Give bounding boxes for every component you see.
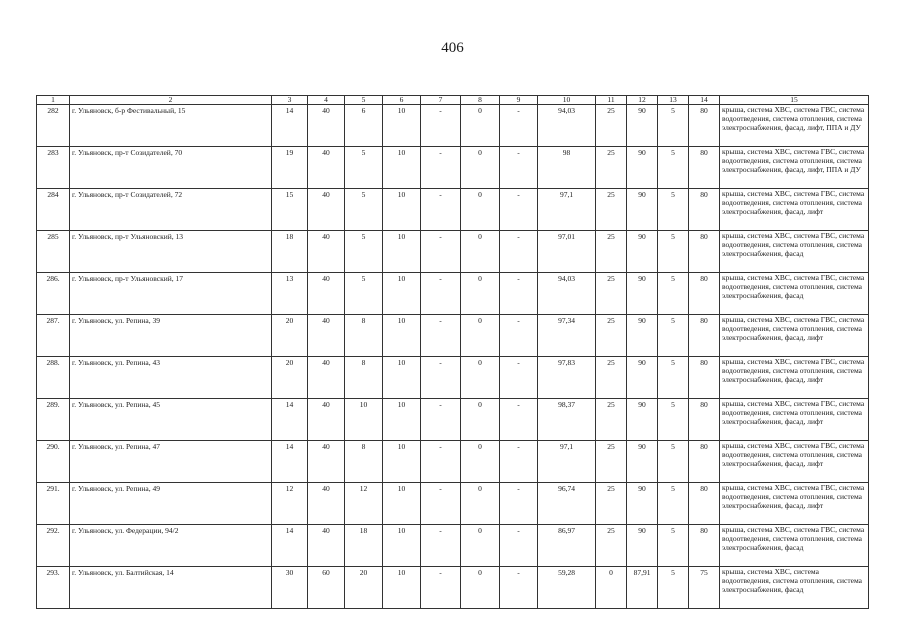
- works-list: крыша, система ХВС, система водоотведения, система отопления, система электроснабжения, фасад: [720, 567, 869, 609]
- table-row: [37, 231, 869, 273]
- column-header: 10: [538, 96, 596, 105]
- col-7: -: [421, 357, 461, 399]
- col-4: 40: [308, 273, 345, 315]
- col-12: 90: [627, 231, 658, 273]
- row-number: 293.: [37, 567, 70, 609]
- row-number: 290.: [37, 441, 70, 483]
- col-7: -: [421, 315, 461, 357]
- col-8: 0: [461, 105, 500, 147]
- column-header: 2: [70, 96, 272, 105]
- row-number: 284: [37, 189, 70, 231]
- col-9: -: [500, 105, 538, 147]
- col-14: 80: [689, 273, 720, 315]
- col-14: 80: [689, 147, 720, 189]
- col-4: 40: [308, 189, 345, 231]
- col-9: -: [500, 567, 538, 609]
- col-11: 25: [596, 231, 627, 273]
- col-6: 10: [383, 315, 421, 357]
- col-9: -: [500, 189, 538, 231]
- col-9: -: [500, 441, 538, 483]
- row-number: 283: [37, 147, 70, 189]
- col-5: 5: [345, 231, 383, 273]
- works-list: крыша, система ХВС, система ГВС, система водоотведения, система отопления, система электроснабжения, фасад, лифт: [720, 483, 869, 525]
- col-10: 97,1: [538, 441, 596, 483]
- col-11: 25: [596, 483, 627, 525]
- col-14: 80: [689, 483, 720, 525]
- col-10: 96,74: [538, 483, 596, 525]
- col-8: 0: [461, 357, 500, 399]
- page-number: 406: [441, 40, 464, 56]
- col-4: 40: [308, 105, 345, 147]
- row-number: 292.: [37, 525, 70, 567]
- col-14: 80: [689, 315, 720, 357]
- col-7: -: [421, 525, 461, 567]
- col-5: 18: [345, 525, 383, 567]
- col-5: 8: [345, 441, 383, 483]
- col-8: 0: [461, 525, 500, 567]
- row-number: 288.: [37, 357, 70, 399]
- col-8: 0: [461, 147, 500, 189]
- col-9: -: [500, 357, 538, 399]
- col-10: 97,34: [538, 315, 596, 357]
- col-3: 19: [272, 147, 308, 189]
- column-header: 3: [272, 96, 308, 105]
- column-header: 11: [596, 96, 627, 105]
- col-14: 80: [689, 525, 720, 567]
- table-row: [37, 273, 869, 315]
- works-list: крыша, система ХВС, система ГВС, система водоотведения, система отопления, система электроснабжения, фасад, лифт: [720, 441, 869, 483]
- col-14: 80: [689, 399, 720, 441]
- address: г. Ульяновск, ул. Балтийская, 14: [70, 567, 272, 609]
- col-6: 10: [383, 189, 421, 231]
- column-header: 8: [461, 96, 500, 105]
- col-8: 0: [461, 399, 500, 441]
- col-3: 14: [272, 399, 308, 441]
- col-3: 14: [272, 441, 308, 483]
- col-11: 25: [596, 273, 627, 315]
- col-12: 90: [627, 315, 658, 357]
- row-number: 286.: [37, 273, 70, 315]
- works-list: крыша, система ХВС, система ГВС, система водоотведения, система отопления, система электроснабжения, фасад, лифт, ППА и ДУ: [720, 105, 869, 147]
- col-12: 90: [627, 357, 658, 399]
- col-13: 5: [658, 147, 689, 189]
- col-8: 0: [461, 567, 500, 609]
- col-6: 10: [383, 399, 421, 441]
- col-7: -: [421, 441, 461, 483]
- col-7: -: [421, 189, 461, 231]
- table-row: [37, 483, 869, 525]
- col-13: 5: [658, 441, 689, 483]
- col-11: 25: [596, 147, 627, 189]
- col-12: 90: [627, 483, 658, 525]
- col-10: 59,28: [538, 567, 596, 609]
- col-7: -: [421, 105, 461, 147]
- col-3: 12: [272, 483, 308, 525]
- col-14: 75: [689, 567, 720, 609]
- table-row: [37, 147, 869, 189]
- table-row: [37, 357, 869, 399]
- col-9: -: [500, 147, 538, 189]
- col-9: -: [500, 483, 538, 525]
- col-7: -: [421, 483, 461, 525]
- col-10: 97,83: [538, 357, 596, 399]
- col-13: 5: [658, 567, 689, 609]
- col-13: 5: [658, 399, 689, 441]
- col-11: 25: [596, 357, 627, 399]
- col-9: -: [500, 231, 538, 273]
- col-12: 87,91: [627, 567, 658, 609]
- table-row: [37, 105, 869, 147]
- address: г. Ульяновск, пр-т Созидателей, 70: [70, 147, 272, 189]
- table-row: [37, 441, 869, 483]
- col-6: 10: [383, 357, 421, 399]
- address: г. Ульяновск, пр-т Ульяновский, 17: [70, 273, 272, 315]
- header-row: [37, 96, 869, 105]
- col-7: -: [421, 399, 461, 441]
- col-7: -: [421, 147, 461, 189]
- col-13: 5: [658, 189, 689, 231]
- col-3: 20: [272, 315, 308, 357]
- col-11: 25: [596, 525, 627, 567]
- col-9: -: [500, 399, 538, 441]
- col-8: 0: [461, 441, 500, 483]
- col-14: 80: [689, 105, 720, 147]
- col-6: 10: [383, 525, 421, 567]
- col-4: 40: [308, 525, 345, 567]
- col-4: 40: [308, 147, 345, 189]
- row-number: 289.: [37, 399, 70, 441]
- col-4: 40: [308, 483, 345, 525]
- col-12: 90: [627, 147, 658, 189]
- address: г. Ульяновск, ул. Репина, 47: [70, 441, 272, 483]
- column-header: 13: [658, 96, 689, 105]
- col-10: 97,01: [538, 231, 596, 273]
- col-10: 98,37: [538, 399, 596, 441]
- column-header: 14: [689, 96, 720, 105]
- column-header: 9: [500, 96, 538, 105]
- table-row: [37, 567, 869, 609]
- col-6: 10: [383, 567, 421, 609]
- column-header: 1: [37, 96, 70, 105]
- works-list: крыша, система ХВС, система ГВС, система водоотведения, система отопления, система электроснабжения, фасад: [720, 231, 869, 273]
- col-10: 98: [538, 147, 596, 189]
- col-10: 94,03: [538, 105, 596, 147]
- table-row: [37, 525, 869, 567]
- col-6: 10: [383, 231, 421, 273]
- col-11: 25: [596, 441, 627, 483]
- col-12: 90: [627, 525, 658, 567]
- col-8: 0: [461, 273, 500, 315]
- col-9: -: [500, 525, 538, 567]
- col-8: 0: [461, 483, 500, 525]
- address: г. Ульяновск, ул. Репина, 43: [70, 357, 272, 399]
- row-number: 285: [37, 231, 70, 273]
- col-11: 0: [596, 567, 627, 609]
- col-4: 40: [308, 441, 345, 483]
- col-5: 20: [345, 567, 383, 609]
- address: г. Ульяновск, б-р Фестивальный, 15: [70, 105, 272, 147]
- col-4: 40: [308, 315, 345, 357]
- col-11: 25: [596, 105, 627, 147]
- column-header: 5: [345, 96, 383, 105]
- works-list: крыша, система ХВС, система ГВС, система водоотведения, система отопления, система электроснабжения, фасад, лифт: [720, 189, 869, 231]
- works-list: крыша, система ХВС, система ГВС, система водоотведения, система отопления, система электроснабжения, фасад: [720, 273, 869, 315]
- col-14: 80: [689, 231, 720, 273]
- col-7: -: [421, 567, 461, 609]
- col-12: 90: [627, 399, 658, 441]
- col-3: 14: [272, 105, 308, 147]
- table-row: [37, 189, 869, 231]
- address: г. Ульяновск, пр-т Созидателей, 72: [70, 189, 272, 231]
- register-table: [36, 95, 869, 609]
- col-8: 0: [461, 231, 500, 273]
- col-4: 60: [308, 567, 345, 609]
- col-12: 90: [627, 189, 658, 231]
- column-header: 15: [720, 96, 869, 105]
- col-3: 13: [272, 273, 308, 315]
- col-3: 20: [272, 357, 308, 399]
- col-3: 18: [272, 231, 308, 273]
- address: г. Ульяновск, пр-т Ульяновский, 13: [70, 231, 272, 273]
- col-8: 0: [461, 189, 500, 231]
- col-6: 10: [383, 441, 421, 483]
- col-8: 0: [461, 315, 500, 357]
- col-5: 5: [345, 273, 383, 315]
- col-14: 80: [689, 441, 720, 483]
- address: г. Ульяновск, ул. Репина, 45: [70, 399, 272, 441]
- col-6: 10: [383, 483, 421, 525]
- col-5: 8: [345, 357, 383, 399]
- row-number: 282: [37, 105, 70, 147]
- col-6: 10: [383, 147, 421, 189]
- works-list: крыша, система ХВС, система ГВС, система водоотведения, система отопления, система электроснабжения, фасад: [720, 525, 869, 567]
- table-row: [37, 399, 869, 441]
- col-11: 25: [596, 189, 627, 231]
- column-header: 6: [383, 96, 421, 105]
- works-list: крыша, система ХВС, система ГВС, система водоотведения, система отопления, система электроснабжения, фасад, лифт: [720, 399, 869, 441]
- col-13: 5: [658, 105, 689, 147]
- col-5: 10: [345, 399, 383, 441]
- col-5: 5: [345, 147, 383, 189]
- col-10: 94,03: [538, 273, 596, 315]
- col-10: 86,97: [538, 525, 596, 567]
- column-header: 4: [308, 96, 345, 105]
- col-9: -: [500, 273, 538, 315]
- col-6: 10: [383, 105, 421, 147]
- table-row: [37, 315, 869, 357]
- col-7: -: [421, 273, 461, 315]
- col-11: 25: [596, 399, 627, 441]
- address: г. Ульяновск, ул. Федерации, 94/2: [70, 525, 272, 567]
- col-12: 90: [627, 441, 658, 483]
- table-body: [37, 96, 869, 609]
- col-11: 25: [596, 315, 627, 357]
- col-3: 15: [272, 189, 308, 231]
- col-12: 90: [627, 273, 658, 315]
- col-5: 5: [345, 189, 383, 231]
- col-13: 5: [658, 315, 689, 357]
- col-14: 80: [689, 189, 720, 231]
- address: г. Ульяновск, ул. Репина, 49: [70, 483, 272, 525]
- row-number: 287.: [37, 315, 70, 357]
- column-header: 7: [421, 96, 461, 105]
- col-7: -: [421, 231, 461, 273]
- column-header: 12: [627, 96, 658, 105]
- col-4: 40: [308, 231, 345, 273]
- col-9: -: [500, 315, 538, 357]
- col-5: 8: [345, 315, 383, 357]
- col-3: 30: [272, 567, 308, 609]
- col-5: 12: [345, 483, 383, 525]
- col-12: 90: [627, 105, 658, 147]
- works-list: крыша, система ХВС, система ГВС, система водоотведения, система отопления, система электроснабжения, фасад, лифт: [720, 315, 869, 357]
- col-13: 5: [658, 483, 689, 525]
- col-5: 6: [345, 105, 383, 147]
- row-number: 291.: [37, 483, 70, 525]
- col-10: 97,1: [538, 189, 596, 231]
- col-13: 5: [658, 231, 689, 273]
- col-4: 40: [308, 399, 345, 441]
- col-3: 14: [272, 525, 308, 567]
- col-13: 5: [658, 273, 689, 315]
- col-14: 80: [689, 357, 720, 399]
- col-4: 40: [308, 357, 345, 399]
- works-list: крыша, система ХВС, система ГВС, система водоотведения, система отопления, система электроснабжения, фасад, лифт, ППА и ДУ: [720, 147, 869, 189]
- col-13: 5: [658, 525, 689, 567]
- address: г. Ульяновск, ул. Репина, 39: [70, 315, 272, 357]
- col-6: 10: [383, 273, 421, 315]
- works-list: крыша, система ХВС, система ГВС, система водоотведения, система отопления, система электроснабжения, фасад, лифт: [720, 357, 869, 399]
- col-13: 5: [658, 357, 689, 399]
